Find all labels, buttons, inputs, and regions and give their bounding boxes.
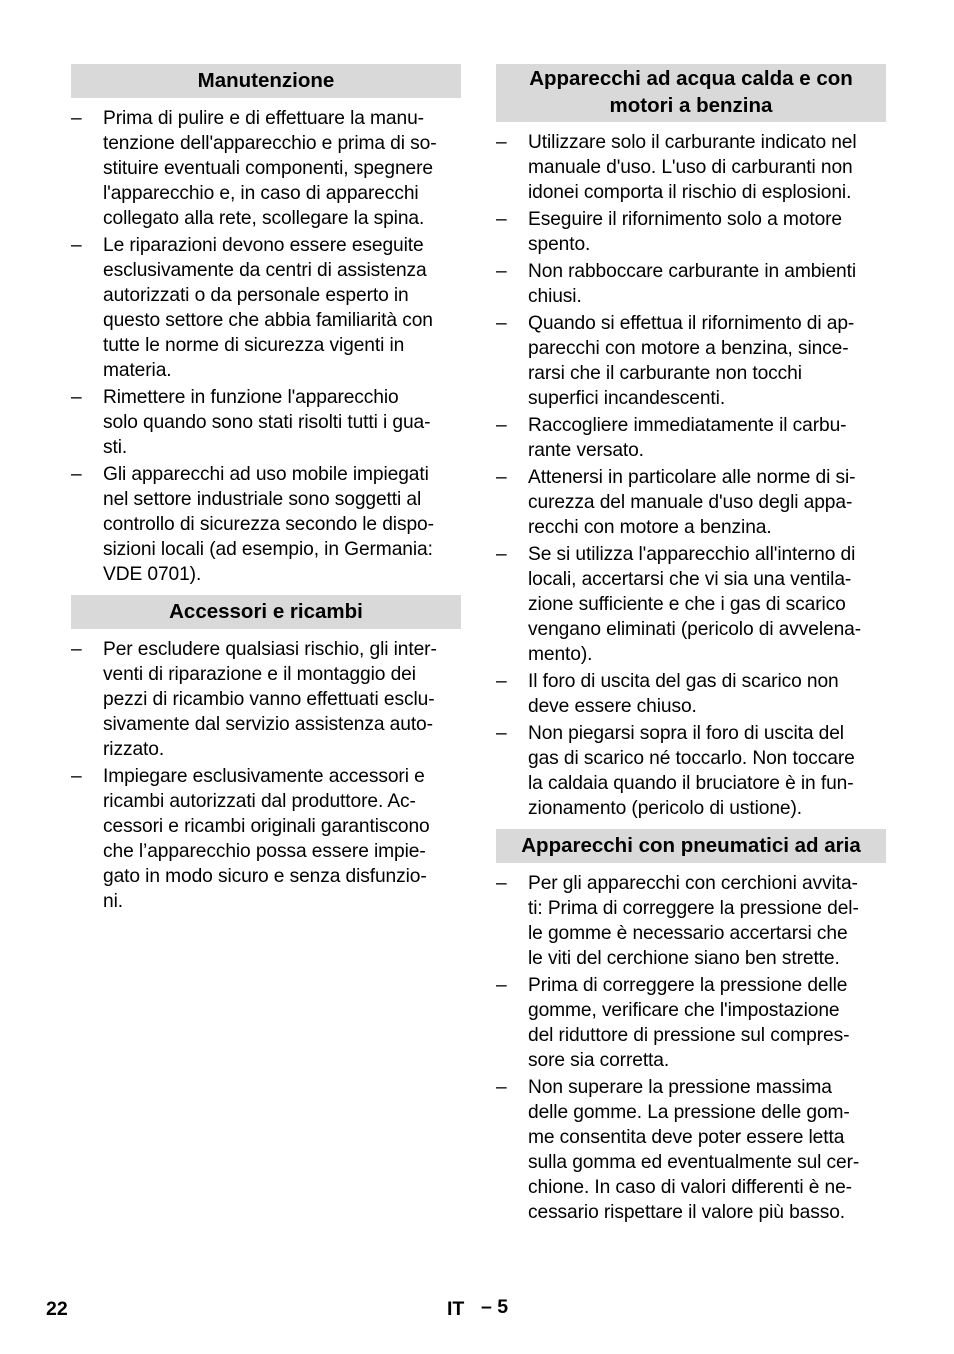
bullet-dash: – bbox=[71, 387, 82, 408]
bullet-dash: – bbox=[496, 132, 507, 153]
sub-page-number: – 5 bbox=[481, 1296, 509, 1318]
bullet-dash: – bbox=[496, 467, 507, 488]
bullet-dash: – bbox=[496, 261, 507, 282]
list-item-text: Le riparazioni devono essere eseguite esclusivamente da centri di assistenza autorizzati o da personale esperto in questo settore che abbia familiarità con tutte le norme di sicurezza vigenti in materia. bbox=[103, 235, 433, 381]
list-item bbox=[71, 233, 461, 383]
bullet-dash: – bbox=[496, 723, 507, 744]
list-item-text: Impiegare esclusivamente accessori e ricambi autorizzati dal produttore. Ac- cessori e ricambi originali garantiscono che l’apparecchio possa essere impie- gato in modo sicuro e senza disfunzio- ni. bbox=[103, 766, 430, 912]
list-item bbox=[496, 311, 886, 411]
left-column bbox=[71, 64, 461, 922]
bullet-dash: – bbox=[496, 209, 507, 230]
list-item bbox=[496, 542, 886, 667]
list-item-text: Raccogliere immediatamente il carbu- rante versato. bbox=[528, 415, 847, 461]
list-item-text: Non rabboccare carburante in ambienti chiusi. bbox=[528, 261, 857, 307]
accessories-list bbox=[71, 637, 461, 914]
language-code: IT bbox=[447, 1298, 465, 1320]
list-item-text: Per escludere qualsiasi rischio, gli inter- venti di riparazione e il montaggio dei pezzi di ricambio vanno effettuati esclu- sivamente dal servizio assistenza auto- rizzato. bbox=[103, 639, 437, 760]
list-item bbox=[71, 462, 461, 587]
list-item bbox=[496, 207, 886, 257]
list-item-text: Prima di correggere la pressione delle gomme, verificare che l'impostazione del riduttore di pressione sul compres- sore sia corretta. bbox=[528, 975, 850, 1071]
bullet-dash: – bbox=[71, 639, 82, 660]
list-item bbox=[496, 973, 886, 1073]
bullet-dash: – bbox=[496, 1077, 507, 1098]
bullet-dash: – bbox=[496, 313, 507, 334]
right-column bbox=[496, 64, 886, 1233]
hot-water-list bbox=[496, 130, 886, 821]
bullet-dash: – bbox=[71, 464, 82, 485]
list-item bbox=[496, 259, 886, 309]
maintenance-list bbox=[71, 106, 461, 587]
section-heading-pneumatic: Apparecchi con pneumatici ad aria bbox=[496, 829, 886, 863]
list-item bbox=[496, 669, 886, 719]
bullet-dash: – bbox=[496, 671, 507, 692]
list-item-text: Non superare la pressione massima delle gomme. La pressione delle gom- me consentita deve poter essere letta sulla gomma ed eventualmente sul cer- chione. In caso di valori differenti è ne- cessario rispettare il valore più basso. bbox=[528, 1077, 860, 1223]
list-item bbox=[496, 871, 886, 971]
bullet-dash: – bbox=[496, 544, 507, 565]
list-item bbox=[71, 385, 461, 460]
list-item-text: Prima di pulire e di effettuare la manu- tenzione dell'apparecchio e prima di so- stituire eventuali componenti, spegnere l'apparecchio e, in caso di apparecchi collegato alla rete, scollegare la spina. bbox=[103, 108, 437, 229]
pneumatic-list bbox=[496, 871, 886, 1225]
list-item bbox=[496, 1075, 886, 1225]
list-item-text: Utilizzare solo il carburante indicato nel manuale d'uso. L'uso di carburanti non idonei comporta il rischio di esplosioni. bbox=[528, 132, 857, 203]
bullet-dash: – bbox=[71, 766, 82, 787]
list-item bbox=[71, 764, 461, 914]
section-heading-maintenance: Manutenzione bbox=[71, 64, 461, 98]
list-item-text: Se si utilizza l'apparecchio all'interno di locali, accertarsi che vi sia una ventila- zione sufficiente e che i gas di scarico vengano eliminati (pericolo di avvelena- mento). bbox=[528, 544, 862, 665]
bullet-dash: – bbox=[496, 415, 507, 436]
list-item bbox=[496, 465, 886, 540]
list-item-text: Per gli apparecchi con cerchioni avvita- ti: Prima di correggere la pressione del- le gomme è necessario accertarsi che le viti del cerchione siano ben strette. bbox=[528, 873, 859, 969]
bullet-dash: – bbox=[496, 873, 507, 894]
bullet-dash: – bbox=[71, 108, 82, 129]
list-item bbox=[496, 721, 886, 821]
list-item bbox=[71, 637, 461, 762]
list-item bbox=[71, 106, 461, 231]
section-heading-hot-water: Apparecchi ad acqua calda e con motori a benzina bbox=[496, 64, 886, 122]
list-item bbox=[496, 413, 886, 463]
list-item-text: Gli apparecchi ad uso mobile impiegati nel settore industriale sono soggetti al controllo di sicurezza secondo le dispo- sizioni locali (ad esempio, in Germania: VDE 0701). bbox=[103, 464, 434, 585]
section-heading-accessories: Accessori e ricambi bbox=[71, 595, 461, 629]
list-item-text: Quando si effettua il rifornimento di ap- parecchi con motore a benzina, since- rarsi che il carburante non tocchi superfici incandescenti. bbox=[528, 313, 855, 409]
bullet-dash: – bbox=[71, 235, 82, 256]
list-item-text: Eseguire il rifornimento solo a motore spento. bbox=[528, 209, 843, 255]
list-item-text: Attenersi in particolare alle norme di si- curezza del manuale d'uso degli appa- recchi con motore a benzina. bbox=[528, 467, 856, 538]
bullet-dash: – bbox=[496, 975, 507, 996]
list-item-text: Rimettere in funzione l'apparecchio solo quando sono stati risolti tutti i gua- sti. bbox=[103, 387, 431, 458]
list-item-text: Non piegarsi sopra il foro di uscita del gas di scarico né toccarlo. Non toccare la caldaia quando il bruciatore è in fun- zionamento (pericolo di ustione). bbox=[528, 723, 855, 819]
page-number: 22 bbox=[46, 1298, 68, 1320]
list-item bbox=[496, 130, 886, 205]
list-item-text: Il foro di uscita del gas di scarico non deve essere chiuso. bbox=[528, 671, 839, 717]
